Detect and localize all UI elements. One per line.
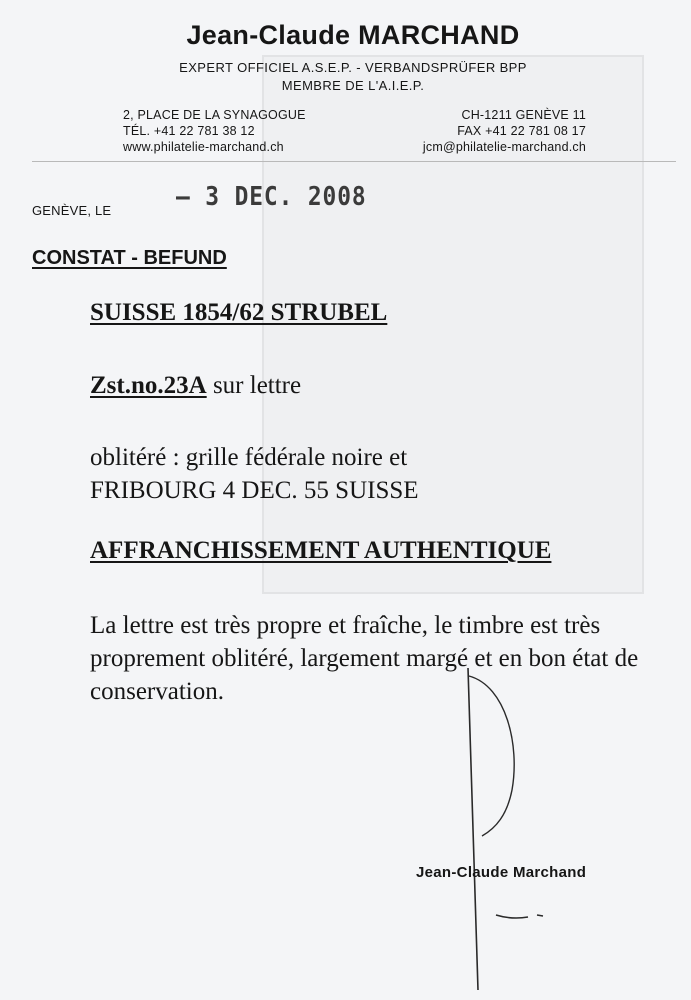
expert-membership: MEMBRE DE L'A.I.E.P. [281,78,425,93]
cancellation-line-1: oblitéré : grille fédérale noire et [90,444,408,471]
cancellation-text [90,441,419,507]
street-address: 2, PLACE DE LA SYNAGOGUE [123,108,306,122]
condition-description: La lettre est très propre et fraîche, le timbre est très proprement oblitéré, largement margé et en bon état de conservation. [90,612,639,705]
date-stamp: – 3 DEC. 2008 [176,182,367,212]
catalog-reference: Zst.no.23A [90,372,207,399]
document-title: CONSTAT - BEFUND [32,247,227,269]
header-divider [32,161,676,162]
address-block-left [123,107,306,155]
email-address: jcm@philatelie-marchand.ch [422,140,586,154]
expert-credentials: EXPERT OFFICIEL A.S.E.P. - VERBANDSPRÜFER BPP [179,60,527,75]
catalog-reference-line [90,372,301,400]
signatory-name: Jean-Claude Marchand [416,864,587,881]
cancellation-line-2: FRIBOURG 4 DEC. 55 SUISSE [90,477,419,504]
address-block-right [384,107,586,155]
reference-suffix: sur lettre [206,372,302,399]
stamp-subject: SUISSE 1854/62 STRUBEL [90,299,388,326]
verdict: AFFRANCHISSEMENT AUTHENTIQUE [90,537,552,564]
phone-number: TÉL. +41 22 781 38 12 [123,124,255,138]
fax-number: FAX +41 22 781 08 17 [457,124,586,138]
city-postal: CH-1211 GENÈVE 11 [461,108,586,122]
place-label: GENÈVE, LE [32,203,112,218]
expert-name: Jean-Claude MARCHAND [186,20,520,50]
website: www.philatelie-marchand.ch [123,140,284,154]
